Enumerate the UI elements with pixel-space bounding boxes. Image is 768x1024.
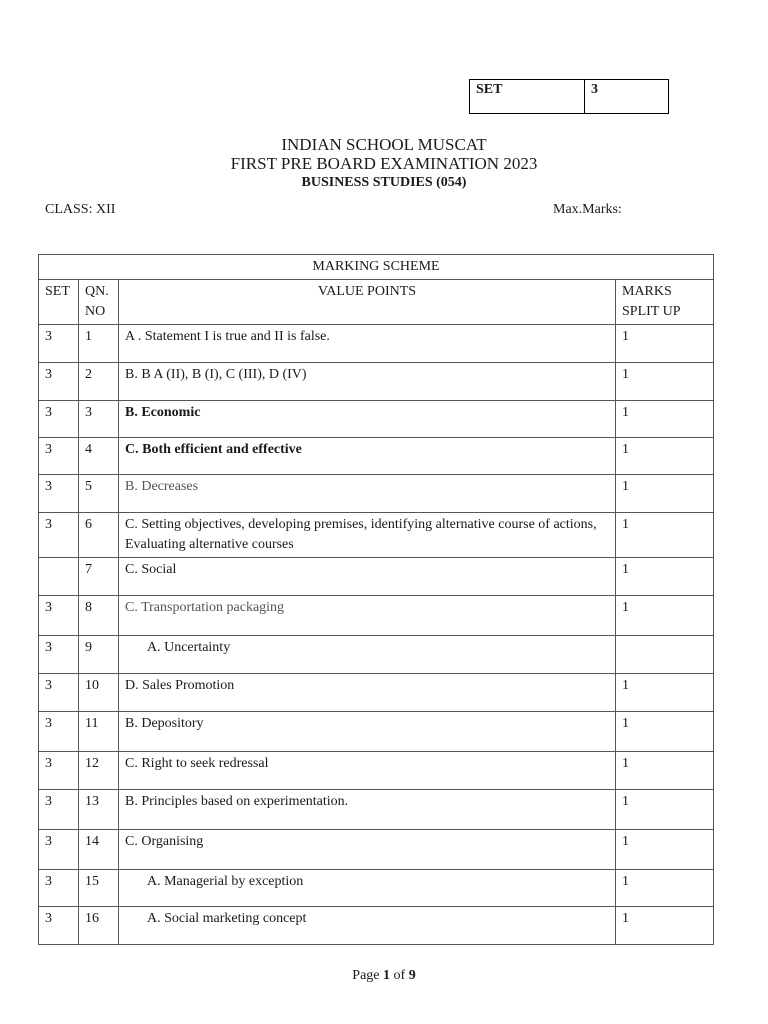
- set-label: SET: [470, 80, 585, 113]
- qn-cell: 1: [79, 325, 119, 363]
- set-cell: 3: [39, 907, 79, 945]
- qn-cell: 12: [79, 752, 119, 790]
- marks-cell: 1: [616, 438, 714, 475]
- of-word: of: [393, 968, 406, 983]
- table-row: [39, 752, 714, 790]
- marks-cell: 1: [616, 907, 714, 945]
- table-row: [39, 558, 714, 596]
- set-value: 3: [591, 82, 598, 97]
- marks-cell: 1: [616, 475, 714, 513]
- table-row: [39, 438, 714, 475]
- set-cell: 3: [39, 325, 79, 363]
- table-row: [39, 475, 714, 513]
- marks-cell: 1: [616, 830, 714, 870]
- qn-cell: 9: [79, 636, 119, 674]
- set-cell: 3: [39, 790, 79, 830]
- set-cell: 3: [39, 674, 79, 712]
- set-cell: 3: [39, 636, 79, 674]
- marks-cell: 1: [616, 790, 714, 830]
- answer-cell: B. Depository: [119, 712, 616, 752]
- marks-cell: 1: [616, 363, 714, 401]
- col-value-points-header: VALUE POINTS: [119, 280, 616, 325]
- qn-cell: 14: [79, 830, 119, 870]
- answer-cell: C. Right to seek redressal: [119, 752, 616, 790]
- answer-cell: C. Transportation packaging: [119, 596, 616, 636]
- col-marks-header: MARKS SPLIT UP: [616, 280, 714, 325]
- answer-cell: C. Setting objectives, developing premises, identifying alternative course of actions, Evaluating alternative courses: [119, 513, 616, 558]
- marks-cell: 1: [616, 674, 714, 712]
- table-row: [39, 790, 714, 830]
- max-marks-label: Max.Marks:: [553, 202, 622, 217]
- qn-cell: 11: [79, 712, 119, 752]
- school-name: INDIAN SCHOOL MUSCAT: [281, 135, 487, 154]
- page-word: Page: [352, 968, 380, 983]
- answer-cell: A. Uncertainty: [119, 636, 616, 674]
- qn-cell: 3: [79, 401, 119, 438]
- table-row: [39, 596, 714, 636]
- qn-cell: 2: [79, 363, 119, 401]
- table-row: [39, 363, 714, 401]
- answer-cell: B. Decreases: [119, 475, 616, 513]
- table-row: [39, 830, 714, 870]
- page-number: 1: [383, 968, 391, 983]
- answer-cell: B. B A (II), B (I), C (III), D (IV): [119, 363, 616, 401]
- marks-cell: [616, 636, 714, 674]
- set-cell: 3: [39, 475, 79, 513]
- set-cell: 3: [39, 401, 79, 438]
- class-label: CLASS: XII: [45, 202, 116, 217]
- set-cell: [39, 558, 79, 596]
- marks-cell: 1: [616, 752, 714, 790]
- answer-cell: C. Social: [119, 558, 616, 596]
- answer-cell: C. Organising: [119, 830, 616, 870]
- exam-title: FIRST PRE BOARD EXAMINATION 2023: [230, 154, 538, 173]
- marks-cell: 1: [616, 401, 714, 438]
- marks-cell: 1: [616, 596, 714, 636]
- set-cell: 3: [39, 363, 79, 401]
- answer-cell: A . Statement I is true and II is false.: [119, 325, 616, 363]
- set-cell: 3: [39, 438, 79, 475]
- marks-cell: 1: [616, 870, 714, 907]
- marks-cell: 1: [616, 558, 714, 596]
- page-total: 9: [408, 968, 416, 983]
- table-caption: MARKING SCHEME: [39, 255, 714, 280]
- answer-cell: A. Managerial by exception: [119, 870, 616, 907]
- table-row: [39, 401, 714, 438]
- qn-cell: 16: [79, 907, 119, 945]
- marks-cell: 1: [616, 325, 714, 363]
- answer-cell: B. Economic: [119, 401, 616, 438]
- answer-cell: C. Both efficient and effective: [119, 438, 616, 475]
- table-row: [39, 712, 714, 752]
- answer-cell: D. Sales Promotion: [119, 674, 616, 712]
- col-qn-header: QN. NO: [79, 280, 119, 325]
- header-row: [39, 280, 714, 325]
- marks-cell: 1: [616, 513, 714, 558]
- table-row: [39, 870, 714, 907]
- qn-cell: 6: [79, 513, 119, 558]
- page-footer: [0, 968, 768, 984]
- col-set-header: SET: [39, 280, 79, 325]
- qn-cell: 15: [79, 870, 119, 907]
- table-row: [39, 513, 714, 558]
- set-cell: 3: [39, 596, 79, 636]
- qn-cell: 5: [79, 475, 119, 513]
- table-row: [39, 674, 714, 712]
- marking-scheme-table: [38, 254, 714, 945]
- set-cell: 3: [39, 830, 79, 870]
- answer-cell: B. Principles based on experimentation.: [119, 790, 616, 830]
- qn-cell: 8: [79, 596, 119, 636]
- answer-cell: A. Social marketing concept: [119, 907, 616, 945]
- qn-cell: 4: [79, 438, 119, 475]
- qn-cell: 10: [79, 674, 119, 712]
- set-cell: 3: [39, 870, 79, 907]
- marks-cell: 1: [616, 712, 714, 752]
- set-box: [469, 79, 669, 114]
- set-cell: 3: [39, 752, 79, 790]
- subject-title: BUSINESS STUDIES (054): [301, 175, 467, 190]
- set-cell: 3: [39, 513, 79, 558]
- table-row: [39, 636, 714, 674]
- table-row: [39, 907, 714, 945]
- qn-cell: 13: [79, 790, 119, 830]
- set-cell: 3: [39, 712, 79, 752]
- qn-cell: 7: [79, 558, 119, 596]
- table-row: [39, 325, 714, 363]
